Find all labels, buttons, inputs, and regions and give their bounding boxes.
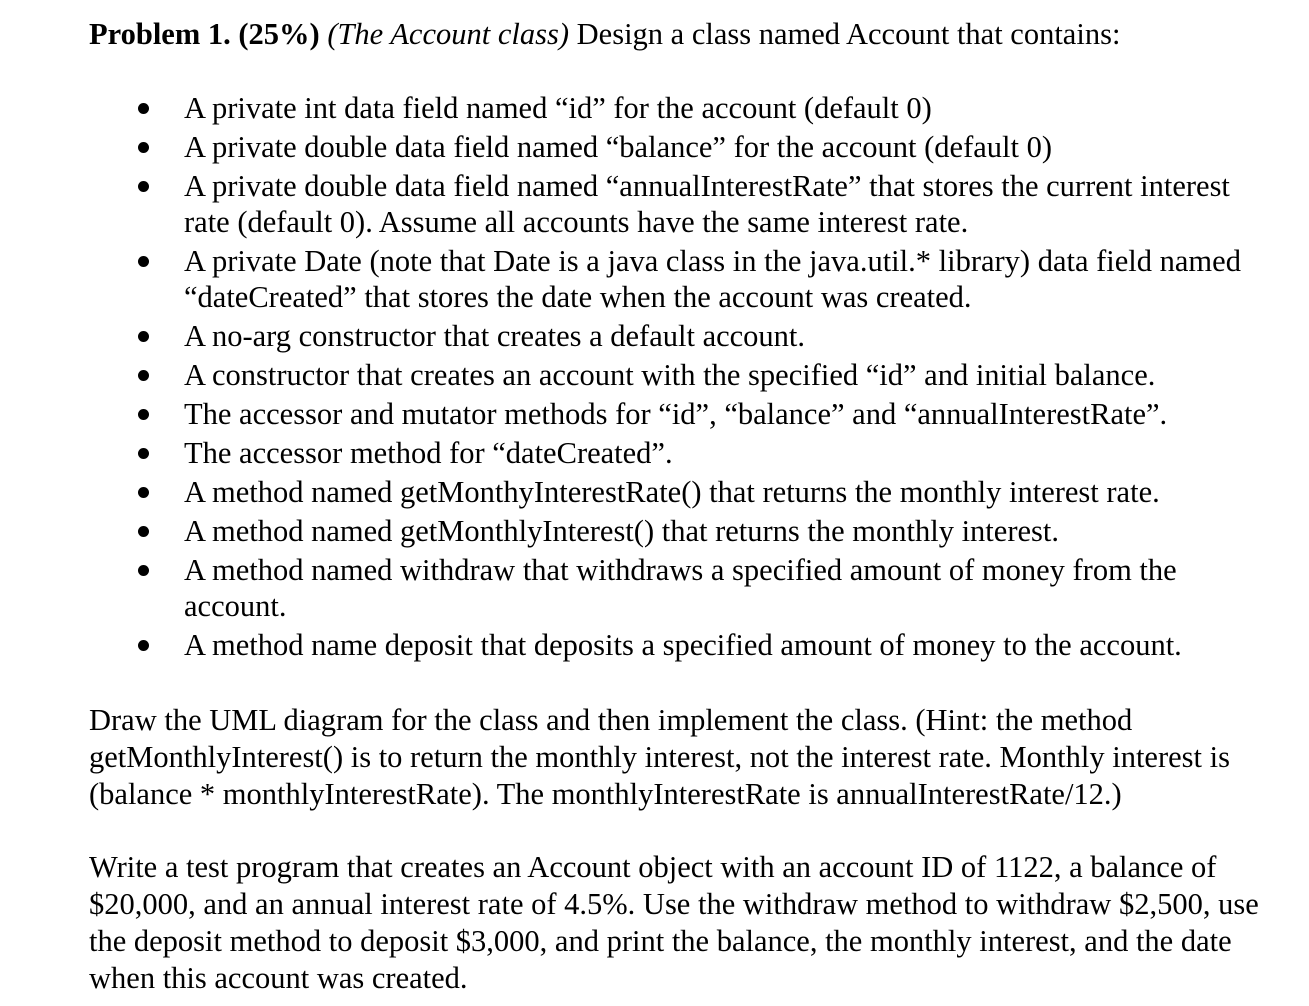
list-item <box>0 318 1309 354</box>
bullet-icon <box>138 448 149 459</box>
list-item-text: rate (default 0). Assume all accounts have the same interest rate. <box>184 205 969 239</box>
paragraph-line: (balance * monthlyInterestRate). The monthlyInterestRate is annualInterestRate/12.) <box>89 777 1122 811</box>
paragraph-line: the deposit method to deposit $3,000, and print the balance, the monthly interest, and the date <box>89 924 1232 958</box>
list-item <box>0 435 1309 471</box>
bullet-icon <box>138 142 149 153</box>
list-item <box>0 474 1309 510</box>
requirements-list <box>0 90 1309 663</box>
problem-intro: Design a class named Account that contains: <box>576 17 1121 51</box>
list-item-text: The accessor and mutator methods for “id”, “balance” and “annualInterestRate”. <box>184 397 1168 431</box>
list-item <box>0 513 1309 549</box>
uml-instructions-paragraph <box>89 702 1304 813</box>
paragraph-line: $20,000, and an annual interest rate of 4.5%. Use the withdraw method to withdraw $2,500, use <box>89 887 1259 921</box>
list-item-text: The accessor method for “dateCreated”. <box>184 436 673 470</box>
list-item <box>0 396 1309 432</box>
test-program-paragraph <box>89 849 1304 997</box>
list-item <box>0 129 1309 165</box>
problem-label: Problem 1. (25%) <box>89 17 320 51</box>
list-item-text: A method named getMonthlyInterest() that returns the monthly interest. <box>184 514 1059 548</box>
paragraph-line: Write a test program that creates an Account object with an account ID of 1122, a balance of <box>89 850 1217 884</box>
bullet-icon <box>138 256 149 267</box>
problem-heading <box>89 14 1120 54</box>
list-item-text: A private int data field named “id” for the account (default 0) <box>184 91 932 125</box>
list-item <box>0 243 1309 315</box>
bullet-icon <box>138 409 149 420</box>
bullet-icon <box>138 640 149 651</box>
bullet-icon <box>138 181 149 192</box>
list-item-text: A private double data field named “balance” for the account (default 0) <box>184 130 1052 164</box>
problem-topic: (The Account class) <box>327 17 570 51</box>
list-item-text: A method named withdraw that withdraws a specified amount of money from the <box>184 553 1177 587</box>
bullet-icon <box>138 565 149 576</box>
bullet-icon <box>138 370 149 381</box>
bullet-icon <box>138 103 149 114</box>
list-item <box>0 357 1309 393</box>
paragraph-line: getMonthlyInterest() is to return the monthly interest, not the interest rate. Monthly interest is <box>89 740 1230 774</box>
list-item-text: A no-arg constructor that creates a default account. <box>184 319 806 353</box>
list-item-text: A method name deposit that deposits a specified amount of money to the account. <box>184 628 1182 662</box>
paragraph-line: when this account was created. <box>89 961 468 995</box>
bullet-icon <box>138 526 149 537</box>
list-item-text: account. <box>184 589 287 623</box>
list-item-text: A constructor that creates an account with the specified “id” and initial balance. <box>184 358 1156 392</box>
list-item-text: A private Date (note that Date is a java class in the java.util.* library) data field named <box>184 244 1241 278</box>
bullet-icon <box>138 331 149 342</box>
paragraph-line: Draw the UML diagram for the class and then implement the class. (Hint: the method <box>89 703 1133 737</box>
list-item-text: A private double data field named “annualInterestRate” that stores the current interest <box>184 169 1230 203</box>
list-item-text: “dateCreated” that stores the date when the account was created. <box>184 280 972 314</box>
list-item <box>0 627 1309 663</box>
list-item-text: A method named getMonthyInterestRate() that returns the monthly interest rate. <box>184 475 1160 509</box>
list-item <box>0 168 1309 240</box>
bullet-icon <box>138 487 149 498</box>
list-item <box>0 552 1309 624</box>
list-item <box>0 90 1309 126</box>
